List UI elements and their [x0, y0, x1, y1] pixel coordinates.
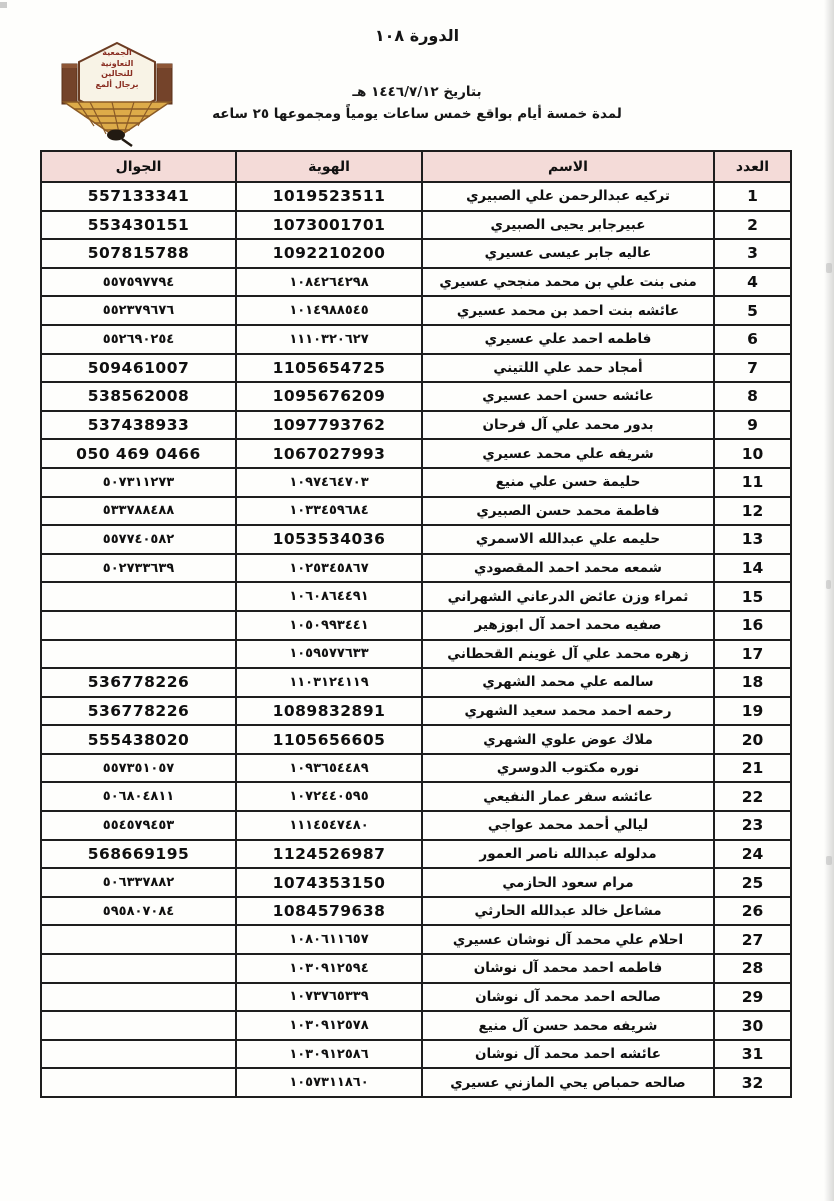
- table-row: [41, 1068, 791, 1097]
- row-name-cell: ليالي أحمد محمد عواجي: [422, 811, 714, 840]
- logo-text-line: الجمعية: [102, 48, 132, 57]
- row-mobile-cell: [41, 640, 236, 669]
- row-number-cell: 4: [714, 268, 791, 297]
- course-date: بتاريخ ١٤٤٦/٧/١٢ هـ: [352, 84, 482, 100]
- table-row: [41, 640, 791, 669]
- table-row: [41, 725, 791, 754]
- table-row: [41, 983, 791, 1012]
- scan-artifact: [826, 263, 832, 273]
- row-id-cell: ١٠٥٠٩٩٣٤٤١: [236, 611, 422, 640]
- row-mobile-cell: 536778226: [41, 668, 236, 697]
- row-number-cell: 21: [714, 754, 791, 783]
- row-name-cell: زهره محمد علي آل غوينم القحطاني: [422, 640, 714, 669]
- row-mobile-cell: ٥٥٧٣٥١٠٥٧: [41, 754, 236, 783]
- row-number-cell: 20: [714, 725, 791, 754]
- row-name-cell: رحمه احمد محمد سعيد الشهري: [422, 697, 714, 726]
- row-id-cell: ١٠٢٥٣٤٥٨٦٧: [236, 554, 422, 583]
- row-id-cell: 1053534036: [236, 525, 422, 554]
- row-number-cell: 22: [714, 782, 791, 811]
- row-number-cell: 11: [714, 468, 791, 497]
- row-mobile-cell: 509461007: [41, 354, 236, 383]
- row-name-cell: صفيه محمد احمد آل ابوزهير: [422, 611, 714, 640]
- row-id-cell: ١٠٨٤٢٦٤٢٩٨: [236, 268, 422, 297]
- row-id-cell: 1124526987: [236, 840, 422, 869]
- row-name-cell: شريفه محمد حسن آل منيع: [422, 1011, 714, 1040]
- row-mobile-cell: 553430151: [41, 211, 236, 240]
- row-id-cell: ١٠٣٠٩١٢٥٧٨: [236, 1011, 422, 1040]
- row-id-cell: ١١٠٣١٢٤١١٩: [236, 668, 422, 697]
- row-mobile-cell: ٥٣٣٧٨٨٤٨٨: [41, 497, 236, 526]
- row-number-cell: 5: [714, 296, 791, 325]
- table-row: [41, 325, 791, 354]
- table-row: [41, 382, 791, 411]
- row-id-cell: ١٠٦٠٨٦٤٤٩١: [236, 582, 422, 611]
- row-id-cell: 1092210200: [236, 239, 422, 268]
- row-name-cell: فاطمه احمد محمد آل نوشان: [422, 954, 714, 983]
- table-row: [41, 611, 791, 640]
- table-row: [41, 782, 791, 811]
- row-id-cell: 1067027993: [236, 439, 422, 468]
- table-row: [41, 525, 791, 554]
- table-row: [41, 239, 791, 268]
- row-mobile-cell: ٥٠٦٨٠٤٨١١: [41, 782, 236, 811]
- table-row: [41, 925, 791, 954]
- row-number-cell: 2: [714, 211, 791, 240]
- row-id-cell: 1105656605: [236, 725, 422, 754]
- table-row: [41, 1040, 791, 1069]
- row-mobile-cell: [41, 1068, 236, 1097]
- row-id-cell: ١٠٨٠٦١١٦٥٧: [236, 925, 422, 954]
- row-mobile-cell: [41, 983, 236, 1012]
- row-mobile-cell: 557133341: [41, 182, 236, 211]
- table-row: [41, 868, 791, 897]
- row-id-cell: ١٠٣٠٩١٢٥٩٤: [236, 954, 422, 983]
- logo-text-line: للنحالين: [101, 69, 133, 78]
- row-name-cell: صالحه حمباص يحي المازني عسيري: [422, 1068, 714, 1097]
- row-mobile-cell: 536778226: [41, 697, 236, 726]
- row-number-cell: 24: [714, 840, 791, 869]
- row-number-cell: 8: [714, 382, 791, 411]
- row-name-cell: عائشه سفر عمار النفيعي: [422, 782, 714, 811]
- row-mobile-cell: 507815788: [41, 239, 236, 268]
- row-number-cell: 13: [714, 525, 791, 554]
- table-row: [41, 182, 791, 211]
- header-id: الهوية: [236, 151, 422, 182]
- row-number-cell: 14: [714, 554, 791, 583]
- row-number-cell: 18: [714, 668, 791, 697]
- row-name-cell: صالحه احمد محمد آل نوشان: [422, 983, 714, 1012]
- table-row: [41, 554, 791, 583]
- row-mobile-cell: 555438020: [41, 725, 236, 754]
- row-number-cell: 10: [714, 439, 791, 468]
- row-name-cell: منى بنت علي بن محمد منجحي عسيري: [422, 268, 714, 297]
- table-row: [41, 411, 791, 440]
- row-number-cell: 30: [714, 1011, 791, 1040]
- row-number-cell: 27: [714, 925, 791, 954]
- row-mobile-cell: 050 469 0466: [41, 439, 236, 468]
- row-number-cell: 16: [714, 611, 791, 640]
- row-mobile-cell: [41, 582, 236, 611]
- logo-text-line: التعاونية: [100, 58, 134, 68]
- row-number-cell: 9: [714, 411, 791, 440]
- table-row: [41, 296, 791, 325]
- scan-artifact: [826, 856, 832, 865]
- table-row: [41, 668, 791, 697]
- row-mobile-cell: ٥٠٢٧٣٣٦٣٩: [41, 554, 236, 583]
- row-mobile-cell: [41, 1011, 236, 1040]
- course-duration: لمدة خمسة أيام بواقع خمس ساعات يومياً ومجموعها ٢٥ ساعه: [212, 106, 622, 122]
- row-id-cell: 1073001701: [236, 211, 422, 240]
- row-id-cell: ١٠١٤٩٨٨٥٤٥: [236, 296, 422, 325]
- table-row: [41, 268, 791, 297]
- row-mobile-cell: ٥٩٥٨٠٧٠٨٤: [41, 897, 236, 926]
- row-name-cell: مرام سعود الحازمي: [422, 868, 714, 897]
- row-name-cell: عاليه جابر عيسى عسيري: [422, 239, 714, 268]
- row-name-cell: تركيه عبدالرحمن علي الصبيري: [422, 182, 714, 211]
- table-row: [41, 754, 791, 783]
- row-name-cell: حليمه علي عبدالله الاسمري: [422, 525, 714, 554]
- row-number-cell: 19: [714, 697, 791, 726]
- row-number-cell: 3: [714, 239, 791, 268]
- row-number-cell: 15: [714, 582, 791, 611]
- table-row: [41, 211, 791, 240]
- row-id-cell: ١٠٧٢٤٤٠٥٩٥: [236, 782, 422, 811]
- scan-artifact: [0, 2, 7, 8]
- table-row: [41, 354, 791, 383]
- row-id-cell: 1097793762: [236, 411, 422, 440]
- row-number-cell: 1: [714, 182, 791, 211]
- row-number-cell: 17: [714, 640, 791, 669]
- row-mobile-cell: ٥٥٤٥٧٩٤٥٣: [41, 811, 236, 840]
- row-id-cell: ١٠٩٧٤٦٤٧٠٣: [236, 468, 422, 497]
- row-number-cell: 12: [714, 497, 791, 526]
- table-header-row: [41, 151, 791, 182]
- table-row: [41, 697, 791, 726]
- row-number-cell: 26: [714, 897, 791, 926]
- row-mobile-cell: [41, 1040, 236, 1069]
- table-row: [41, 468, 791, 497]
- logo-text-line: برجال ألمع: [95, 79, 139, 89]
- row-number-cell: 31: [714, 1040, 791, 1069]
- row-mobile-cell: ٥٥٢٣٧٩٦٧٦: [41, 296, 236, 325]
- row-mobile-cell: ٥٥٢٦٩٠٢٥٤: [41, 325, 236, 354]
- row-name-cell: فاطمه احمد علي عسيري: [422, 325, 714, 354]
- table-row: [41, 811, 791, 840]
- row-number-cell: 23: [714, 811, 791, 840]
- row-name-cell: حليمة حسن علي منيع: [422, 468, 714, 497]
- table-row: [41, 497, 791, 526]
- row-mobile-cell: [41, 954, 236, 983]
- row-number-cell: 7: [714, 354, 791, 383]
- table-body: [41, 182, 791, 1097]
- row-name-cell: عائشه حسن احمد عسيري: [422, 382, 714, 411]
- header-number: العدد: [714, 151, 791, 182]
- row-name-cell: شمعه محمد احمد المقصودي: [422, 554, 714, 583]
- row-name-cell: احلام علي محمد آل نوشان عسيري: [422, 925, 714, 954]
- row-mobile-cell: [41, 925, 236, 954]
- row-name-cell: شريفه علي محمد عسيري: [422, 439, 714, 468]
- row-id-cell: ١٠٣٠٩١٢٥٨٦: [236, 1040, 422, 1069]
- scan-edge-shadow: [824, 0, 834, 1201]
- row-mobile-cell: ٥٠٧٣١١٢٧٣: [41, 468, 236, 497]
- row-id-cell: ١٠٧٣٧٦٥٣٣٩: [236, 983, 422, 1012]
- table-row: [41, 1011, 791, 1040]
- row-number-cell: 29: [714, 983, 791, 1012]
- row-name-cell: عائشه بنت احمد بن محمد عسيري: [422, 296, 714, 325]
- row-name-cell: فاطمة محمد حسن الصبيري: [422, 497, 714, 526]
- table-row: [41, 582, 791, 611]
- row-name-cell: ملاك عوض علوي الشهري: [422, 725, 714, 754]
- row-id-cell: ١٠٥٧٣١١٨٦٠: [236, 1068, 422, 1097]
- row-id-cell: 1019523511: [236, 182, 422, 211]
- row-id-cell: 1084579638: [236, 897, 422, 926]
- row-number-cell: 28: [714, 954, 791, 983]
- table-row: [41, 439, 791, 468]
- row-mobile-cell: ٥٥٧٧٤٠٥٨٢: [41, 525, 236, 554]
- row-mobile-cell: ٥٥٧٥٩٧٧٩٤: [41, 268, 236, 297]
- row-number-cell: 6: [714, 325, 791, 354]
- row-mobile-cell: 568669195: [41, 840, 236, 869]
- header-name: الاسم: [422, 151, 714, 182]
- table-row: [41, 897, 791, 926]
- row-id-cell: 1089832891: [236, 697, 422, 726]
- row-mobile-cell: 537438933: [41, 411, 236, 440]
- row-id-cell: 1095676209: [236, 382, 422, 411]
- row-id-cell: ١١١٠٣٢٠٦٢٧: [236, 325, 422, 354]
- row-id-cell: ١٠٩٣٦٥٤٤٨٩: [236, 754, 422, 783]
- table-row: [41, 840, 791, 869]
- row-id-cell: ١٠٥٩٥٧٧٦٣٣: [236, 640, 422, 669]
- header-mobile: الجوال: [41, 151, 236, 182]
- row-name-cell: سالمه علي محمد الشهري: [422, 668, 714, 697]
- row-name-cell: مشاعل خالد عبدالله الحارثي: [422, 897, 714, 926]
- row-name-cell: مدلوله عبدالله ناصر العمور: [422, 840, 714, 869]
- row-name-cell: ثمراء وزن عائض الدرعاني الشهراني: [422, 582, 714, 611]
- date-block: [0, 84, 834, 122]
- row-id-cell: 1074353150: [236, 868, 422, 897]
- row-number-cell: 32: [714, 1068, 791, 1097]
- row-name-cell: نوره مكتوب الدوسري: [422, 754, 714, 783]
- row-name-cell: عبيرجابر يحيى الصبيري: [422, 211, 714, 240]
- row-name-cell: أمجاد حمد علي اللتيني: [422, 354, 714, 383]
- attendees-table: [40, 150, 792, 1098]
- table-row: [41, 954, 791, 983]
- row-id-cell: ١٠٣٣٤٥٩٦٨٤: [236, 497, 422, 526]
- row-mobile-cell: 538562008: [41, 382, 236, 411]
- row-id-cell: ١١١٤٥٤٧٤٨٠: [236, 811, 422, 840]
- row-name-cell: بدور محمد علي آل فرحان: [422, 411, 714, 440]
- document-title: الدورة ١٠٨: [374, 26, 460, 45]
- scan-artifact: [826, 580, 831, 589]
- row-mobile-cell: [41, 611, 236, 640]
- row-id-cell: 1105654725: [236, 354, 422, 383]
- row-number-cell: 25: [714, 868, 791, 897]
- row-mobile-cell: ٥٠٦٣٣٧٨٨٢: [41, 868, 236, 897]
- row-name-cell: عائشه احمد محمد آل نوشان: [422, 1040, 714, 1069]
